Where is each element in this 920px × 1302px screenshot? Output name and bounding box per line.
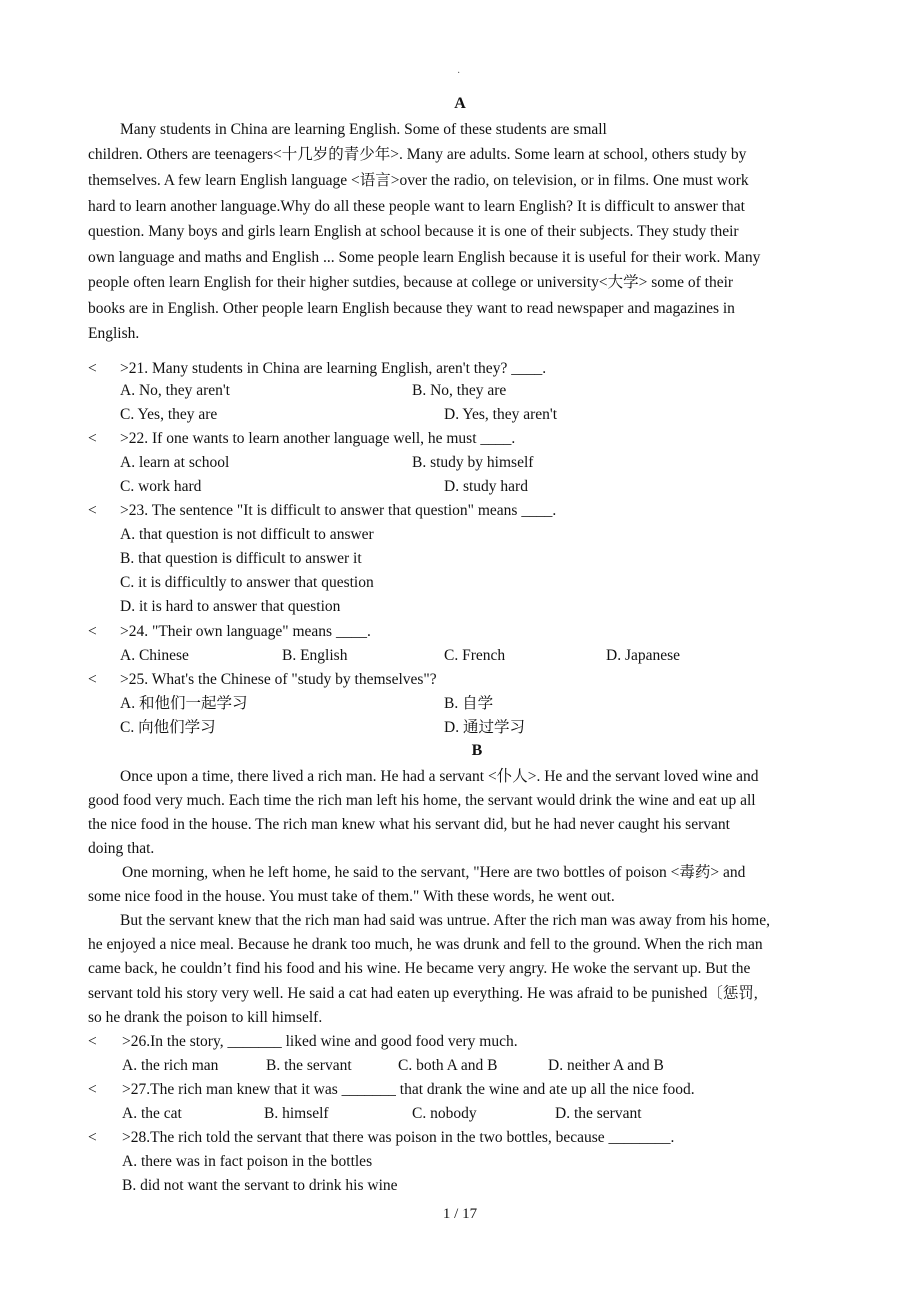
option-d: D. study hard [444, 478, 528, 495]
passage-line: hard to learn another language.Why do all these people want to learn English? It is difficult to answer that [88, 198, 745, 215]
option-a: A. No, they aren't [120, 382, 230, 399]
passage-line: own language and maths and English ... Some people learn English because it is useful for their work. Many [88, 249, 761, 266]
question-text: >25. What's the Chinese of "study by themselves"? [120, 671, 437, 688]
option-a: A. learn at school [120, 454, 230, 471]
question-marker: < [88, 623, 97, 640]
question-text: >24. "Their own language" means ____. [120, 623, 371, 640]
question-marker: < [88, 502, 97, 519]
header-dot: · [457, 68, 461, 79]
option-a: A. the cat [122, 1105, 182, 1122]
question-text: >26.In the story, _______ liked wine and good food very much. [122, 1033, 518, 1050]
question-text: >22. If one wants to learn another language well, he must ____. [120, 430, 516, 447]
section-a-heading: A [454, 95, 466, 112]
question-marker: < [88, 430, 97, 447]
option-b: B. that question is difficult to answer it [120, 550, 362, 567]
passage-line: But the servant knew that the rich man had said was untrue. After the rich man was away from his home, [120, 912, 770, 929]
option-b: B. the servant [266, 1057, 352, 1074]
question-marker: < [88, 671, 97, 688]
option-c: C. both A and B [398, 1057, 498, 1074]
question-marker: < [88, 1129, 97, 1146]
option-b: B. study by himself [412, 454, 534, 471]
question-text: >28.The rich told the servant that there was poison in the two bottles, because ________. [122, 1129, 675, 1146]
option-b: B. himself [264, 1105, 329, 1122]
option-d: D. Yes, they aren't [444, 406, 558, 423]
option-d: D. neither A and B [548, 1057, 664, 1074]
option-a: A. the rich man [122, 1057, 219, 1074]
option-b: B. 自学 [444, 695, 494, 712]
passage-line: he enjoyed a nice meal. Because he drank too much, he was drunk and fell to the ground. When the rich man [88, 936, 763, 953]
option-c: C. it is difficultly to answer that question [120, 574, 374, 591]
question-text: >21. Many students in China are learning English, aren't they? ____. [120, 360, 547, 377]
option-d: D. the servant [555, 1105, 642, 1122]
option-b: B. No, they are [412, 382, 507, 399]
option-b: B. did not want the servant to drink his wine [122, 1177, 398, 1194]
option-b: B. English [282, 647, 348, 664]
option-c: C. Yes, they are [120, 406, 218, 423]
option-a: A. 和他们一起学习 [120, 695, 248, 712]
passage-line: servant told his story very well. He said a cat had eaten up everything. He was afraid to be punished〔惩罚, [88, 985, 758, 1002]
question-marker: < [88, 1081, 97, 1098]
passage-line: people often learn English for their higher sutdies, because at college or university<大学> some of their [88, 274, 734, 291]
question-marker: < [88, 360, 97, 377]
option-c: C. nobody [412, 1105, 477, 1122]
passage-line: the nice food in the house. The rich man knew what his servant did, but he had never caught his servant [88, 816, 730, 833]
option-d: D. Japanese [606, 647, 681, 664]
option-a: A. that question is not difficult to answer [120, 526, 374, 543]
passage-line: came back, he couldn’t find his food and his wine. He became very angry. He woke the servant up. But the [88, 960, 751, 977]
option-d: D. it is hard to answer that question [120, 598, 341, 615]
option-c: C. work hard [120, 478, 202, 495]
option-c: C. French [444, 647, 506, 664]
passage-line: so he drank the poison to kill himself. [88, 1009, 323, 1026]
passage-line: some nice food in the house. You must take of them." With these words, he went out. [88, 888, 615, 905]
passage-line: English. [88, 325, 140, 342]
passage-line: Once upon a time, there lived a rich man. He had a servant <仆人>. He and the servant loved wine and [120, 768, 759, 785]
passage-line: children. Others are teenagers<十几岁的青少年>. Many are adults. Some learn at school, others study by [88, 146, 747, 163]
option-d: D. 通过学习 [444, 719, 525, 736]
question-marker: < [88, 1033, 97, 1050]
question-text: >27.The rich man knew that it was _______ that drank the wine and ate up all the nice food. [122, 1081, 695, 1098]
question-text: >23. The sentence "It is difficult to answer that question" means ____. [120, 502, 557, 519]
option-c: C. 向他们学习 [120, 719, 216, 736]
passage-line: books are in English. Other people learn English because they want to read newspaper and magazines in [88, 300, 735, 317]
passage-line: question. Many boys and girls learn English at school because it is one of their subjects. They study their [88, 223, 739, 240]
option-a: A. there was in fact poison in the bottles [122, 1153, 373, 1170]
passage-line: good food very much. Each time the rich man left his home, the servant would drink the wine and eat up all [88, 792, 756, 809]
option-a: A. Chinese [120, 647, 189, 664]
passage-line: doing that. [88, 840, 155, 857]
passage-line: themselves. A few learn English language <语言>over the radio, on television, or in films. One must work [88, 172, 749, 189]
section-b-heading: B [471, 742, 483, 759]
passage-line: One morning, when he left home, he said to the servant, "Here are two bottles of poison <毒药> and [122, 864, 746, 881]
passage-line: Many students in China are learning English. Some of these students are small [120, 121, 607, 138]
page-number: 1 / 17 [442, 1206, 478, 1222]
